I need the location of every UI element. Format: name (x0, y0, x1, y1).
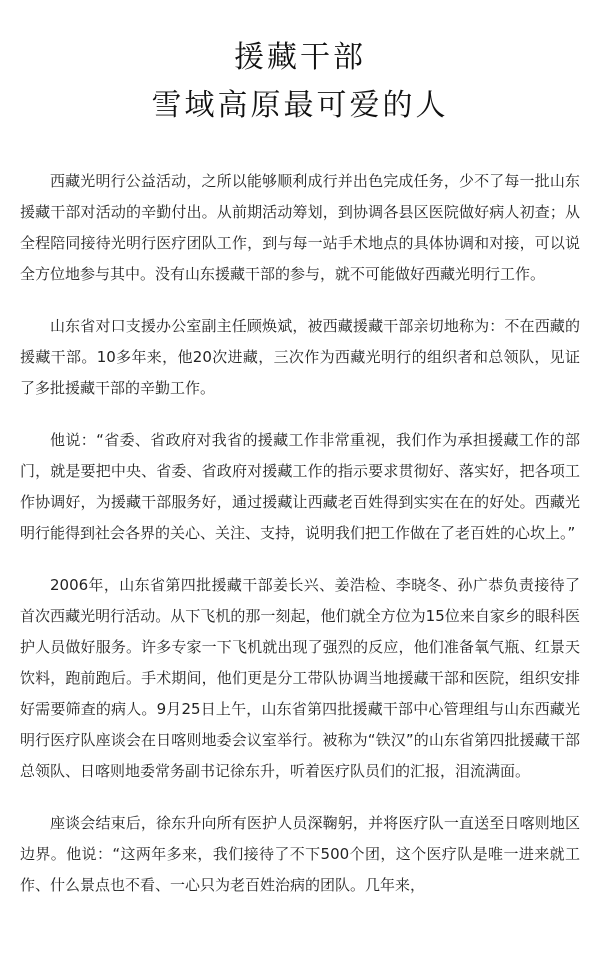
paragraph-5: 座谈会结束后，徐东升向所有医护人员深鞠躬，并将医疗队一直送至日喀则地区边界。他说：“这两年多来，我们接待了不下500个团，这个医疗队是唯一进来就工作、什么景点也不看、一心只为老百姓治病的团队。几年来， (20, 814, 580, 894)
paragraph-4: 2006年，山东省第四批援藏干部姜长兴、姜浩检、李晓冬、孙广恭负责接待了首次西藏光明行活动。从下飞机的那一刻起，他们就全方位为15位来自家乡的眼科医护人员做好服务。许多专家一下飞机就出现了强烈的反应，他们准备氧气瓶、红景天饮料，跑前跑后。手术期间，他们更是分工带队协调当地援藏干部和医院，组织安排好需要筛查的病人。9月25日上午，山东省第四批援藏干部中心管理组与山东西藏光明行医疗队座谈会在日喀则地委会议室举行。被称为“铁汉”的山东省第四批援藏干部总领队、日喀则地委常务副书记徐东升，听着医疗队员们的汇报，泪流满面。 (20, 576, 580, 780)
article-body (20, 166, 580, 901)
title-line-2: 雪域高原最可爱的人 (151, 88, 449, 123)
paragraph-1: 西藏光明行公益活动，之所以能够顺利成行并出色完成任务，少不了每一批山东援藏干部对活动的辛勤付出。从前期活动筹划，到协调各县区医院做好病人初查；从全程陪同接待光明行医疗团队工作，到与每一站手术地点的具体协调和对接，可以说全方位地参与其中。没有山东援藏干部的参与，就不可能做好西藏光明行工作。 (20, 172, 580, 283)
paragraph-2: 山东省对口支援办公室副主任顾焕斌，被西藏援藏干部亲切地称为：不在西藏的援藏干部。10多年来，他20次进藏，三次作为西藏光明行的组织者和总领队，见证了多批援藏干部的辛勤工作。 (20, 317, 580, 397)
article-title (0, 34, 600, 130)
paragraph-3: 他说：“省委、省政府对我省的援藏工作非常重视，我们作为承担援藏工作的部门，就是要把中央、省委、省政府对援藏工作的指示要求贯彻好、落实好，把各项工作协调好，为援藏干部服务好，通过援藏让西藏老百姓得到实实在在的好处。西藏光明行能得到社会各界的关心、关注、支持，说明我们把工作做在了老百姓的心坎上。” (20, 431, 580, 542)
title-line-1: 援藏干部 (234, 40, 366, 75)
